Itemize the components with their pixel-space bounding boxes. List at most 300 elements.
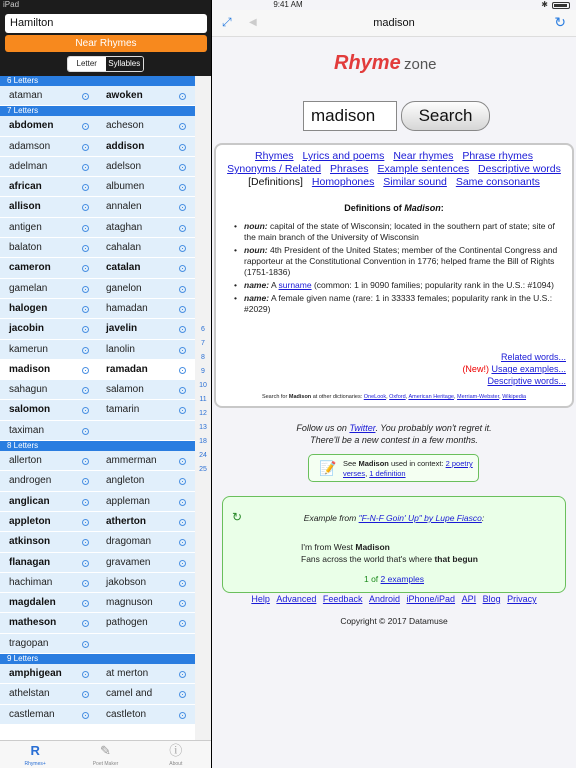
example-box [222,496,566,593]
rhyme-word[interactable] [97,258,194,277]
target-icon[interactable] [82,144,89,151]
rhyme-word-label: taximan [9,424,45,436]
tab-label: About [169,761,183,767]
rhyme-word-label: jakobson [106,576,147,588]
footer-iphone-link[interactable]: iPhone/iPad [406,594,456,604]
table-row [0,400,195,420]
definition-text: capital of the state of Wisconsin; located in the southern part of state; site of the main branch of the University of Wisconsin [244,221,555,242]
rhyme-word[interactable] [0,492,97,511]
rhyme-word[interactable] [97,613,194,632]
rhyme-word-label: annalen [106,201,142,213]
rhyme-word[interactable] [97,299,194,318]
link-homophones[interactable]: Homophones [311,176,375,188]
lyric-line-2 [301,554,478,564]
rhyme-word-label: african [9,181,42,193]
index-entry[interactable]: 6 [201,326,205,333]
index-entry[interactable]: 10 [199,382,207,389]
related-links [462,351,566,387]
footer-android-link[interactable]: Android [368,594,400,604]
target-icon[interactable] [179,407,186,414]
target-icon[interactable] [82,367,89,374]
target-icon[interactable] [82,478,89,485]
dict-onelook-link[interactable]: OneLook [363,394,387,400]
target-icon[interactable] [179,499,186,506]
rhyme-word-label: athelstan [9,688,50,700]
surname-link[interactable]: surname [278,280,312,290]
rhyme-word[interactable] [0,471,97,490]
rhyme-word[interactable] [0,634,97,653]
target-icon[interactable] [82,712,89,719]
table-row [0,573,195,593]
other-dict-prefix: Search for [261,394,288,400]
rhyme-word[interactable] [97,86,194,105]
target-icon[interactable] [82,519,89,526]
rhyme-word[interactable] [97,218,194,237]
target-icon[interactable] [82,539,89,546]
search-button[interactable]: Search [401,101,490,131]
rhyme-word[interactable] [0,664,97,683]
target-icon[interactable] [179,347,186,354]
target-icon[interactable] [179,225,186,232]
target-icon[interactable] [82,620,89,627]
rhyme-word-label: salamon [106,384,144,396]
rhyme-word[interactable] [97,532,194,551]
rhyme-word-label: awoken [106,90,143,101]
target-icon[interactable] [82,671,89,678]
related-words-link[interactable]: Related words... [500,352,566,362]
rhyme-word[interactable] [0,421,97,440]
rhyme-word[interactable] [0,451,97,470]
other-dict-word: Madison [288,394,312,400]
table-row [0,279,195,299]
rhyme-word[interactable] [0,319,97,338]
link-similar-sound[interactable]: Similar sound [383,176,447,188]
table-row [0,380,195,400]
rhyme-word[interactable] [97,279,194,298]
rhyme-word-label: catalan [106,262,141,274]
definition-text: A female given name (rare: 1 in 33333 females; popularity rank in the U.S.: #2029) [244,293,553,314]
rhyme-word[interactable] [97,664,194,683]
def-heading-word: Madison [404,203,441,213]
index-entry[interactable]: 9 [201,368,205,375]
target-icon[interactable] [179,560,186,567]
rhyme-word-label: jacobin [9,323,45,335]
index-entry[interactable]: 12 [199,410,207,417]
poetry-verses-link[interactable]: 2 poetry verses [343,459,473,478]
rhyme-word[interactable] [97,197,194,216]
target-icon[interactable] [179,478,186,485]
target-icon[interactable] [82,428,89,435]
follow-prefix: Follow us on [296,423,347,433]
tab-label: Poet Maker [92,761,119,767]
rhyme-word [97,634,194,653]
rhyme-word[interactable] [0,238,97,257]
other-dict-mid: at other dictionaries: [312,394,363,400]
target-icon[interactable] [179,164,186,171]
follow-suffix: . You probably won't regret it. [375,423,492,433]
target-icon[interactable] [82,204,89,211]
rhyme-word[interactable] [97,705,194,724]
index-entry[interactable]: 24 [199,452,207,459]
query-input[interactable]: madison [303,101,397,131]
rhyme-word-label: sahagun [9,384,48,396]
rhyme-word-label: castleton [106,708,147,720]
table-row [0,258,195,278]
descriptive-words-link[interactable]: Descriptive words... [487,376,566,386]
rhyme-word-label: ataman [9,90,43,101]
definition-text: (common: 1 in 9090 families; popularity rank in the U.S.: #1094) [311,280,554,290]
context-word: Madison [358,459,389,468]
new-badge: (New!) [462,364,489,374]
target-icon[interactable] [179,245,186,252]
rhyme-word[interactable] [0,593,97,612]
target-icon[interactable] [82,600,89,607]
rhyme-word[interactable] [0,279,97,298]
song-link[interactable]: "F-N-F Goin' Up" by Lupe Fiasco [358,513,482,523]
rhyme-word-label: balaton [9,242,42,254]
target-icon[interactable] [82,245,89,252]
dict-american-heritage-link[interactable]: American Heritage [408,394,454,400]
part-of-speech: noun: [244,221,268,231]
tab-bar [0,740,211,768]
other-dictionaries: Search for Madison at other dictionaries: OneLook, Oxford, American Heritage, Merriam-Webster, Wikipedia [261,394,527,400]
section-header: 8 Letters [0,441,195,451]
near-rhymes-button[interactable]: Near Rhymes [5,35,207,52]
target-icon[interactable] [179,367,186,374]
info-icon: ⓘ [169,743,183,758]
rhyme-word[interactable] [0,512,97,531]
target-icon[interactable] [179,671,186,678]
section-header: 9 Letters [0,654,195,664]
link-definitions-current: [Definitions] [248,176,303,188]
rhyme-word-label: adamson [9,140,51,152]
word-search-input[interactable]: Hamilton [5,14,207,33]
index-entry[interactable]: 13 [199,424,207,431]
rhyme-word[interactable] [97,451,194,470]
rhyme-word-label: atkinson [9,536,51,548]
table-row [0,238,195,258]
target-icon[interactable] [82,164,89,171]
footer-privacy-link[interactable]: Privacy [507,594,537,604]
tab-about[interactable] [141,741,211,768]
target-icon[interactable] [179,458,186,465]
target-icon[interactable] [179,93,186,100]
rhyme-word-label: javelin [106,323,138,335]
segment-syllables[interactable]: Syllables [106,57,144,71]
definition-text: A [269,280,279,290]
rhyme-word-label: addison [106,140,145,152]
back-arrow-icon[interactable]: ◀ [249,17,257,28]
index-entry[interactable]: 11 [199,396,207,403]
rhyme-word[interactable] [97,512,194,531]
rhyme-word-label: anglican [9,495,50,507]
table-row [0,684,195,704]
rhyme-word[interactable] [97,471,194,490]
rhyme-word-label: magdalen [9,597,56,609]
link-near-rhymes[interactable]: Near rhymes [393,150,454,162]
rhyme-word[interactable] [0,573,97,592]
section-header: 6 Letters [0,76,195,86]
rhyme-word[interactable] [0,360,97,379]
rhyme-word[interactable] [0,684,97,703]
def-heading-suffix: : [440,203,444,213]
context-text: See Madison used in context: 2 poetry verses, 1 definition [343,459,473,478]
part-of-speech: noun: [244,245,268,255]
links-row-2 [216,163,572,175]
logo-zone-text: zone [404,56,437,73]
target-icon[interactable] [179,306,186,313]
target-icon[interactable] [82,225,89,232]
definition-link[interactable]: 1 definition [369,469,406,478]
target-icon[interactable] [82,286,89,293]
lyric-highlight: Madison [355,542,390,552]
rhyme-word-label: ramadan [106,363,148,375]
rhyme-word-label: ammerman [106,455,157,467]
rhyme-word-label: albumen [106,181,145,193]
sort-segmented-control [67,56,144,72]
rhyme-word[interactable] [0,380,97,399]
rhyme-word[interactable] [97,684,194,703]
link-rhymes[interactable]: Rhymes [255,150,294,162]
link-same-consonants[interactable]: Same consonants [455,176,540,188]
table-row [0,471,195,491]
rhyme-word[interactable] [0,86,97,105]
target-icon[interactable] [82,265,89,272]
footer-advanced-link[interactable]: Advanced [276,594,317,604]
rhyme-word[interactable] [97,360,194,379]
rhyme-word[interactable] [0,137,97,156]
notebook-icon: 📝 [319,460,337,476]
rhyme-word-label: matheson [9,617,57,629]
rhyme-word-label: gravamen [106,556,151,568]
target-icon[interactable] [179,712,186,719]
target-icon[interactable] [179,265,186,272]
footer-feedback-link[interactable]: Feedback [322,594,363,604]
target-icon[interactable] [179,691,186,698]
definitions-heading [216,203,572,213]
table-row [0,593,195,613]
rhyme-word[interactable] [0,116,97,135]
target-icon[interactable] [82,560,89,567]
rhyme-word-label: adelman [9,160,48,172]
target-icon[interactable] [179,600,186,607]
reload-icon[interactable]: ↻ [554,14,566,30]
rhyme-word[interactable] [0,532,97,551]
segment-letter[interactable]: Letter [68,57,106,71]
rhyme-word[interactable] [97,137,194,156]
rhyme-word-label: antigen [9,221,42,233]
rhyme-word[interactable] [0,340,97,359]
footer-api-link[interactable]: API [461,594,477,604]
target-icon[interactable] [179,387,186,394]
part-of-speech: name: [244,293,270,303]
target-icon[interactable] [179,326,186,333]
target-icon[interactable] [82,93,89,100]
copyright: Copyright © 2017 Datamuse [340,616,448,626]
rhyme-word[interactable] [0,400,97,419]
rhyme-word-label: madison [9,363,51,375]
table-row [0,197,195,217]
rhyme-word-label: tamarin [106,404,140,416]
table-row [0,218,195,238]
rhyme-word-label: ganelon [106,282,142,294]
definition-text: 4th President of the United States; member of the Continental Congress and rapporteur at the Constitutional Convention in 1776; helped frame the Bill of Rights (1751-1836) [244,245,558,277]
rhyme-word[interactable] [97,400,194,419]
part-of-speech: name: [244,280,270,290]
index-entry[interactable]: 18 [199,438,207,445]
target-icon[interactable] [82,407,89,414]
target-icon[interactable] [82,347,89,354]
usage-examples-link[interactable]: Usage examples... [491,364,566,374]
target-icon[interactable] [179,286,186,293]
table-row [0,451,195,471]
footer-links [212,594,576,604]
refresh-icon[interactable]: ↻ [232,510,243,524]
rhyme-word-label: lanolin [106,343,135,355]
table-row [0,421,195,441]
index-entry[interactable]: 25 [199,466,207,473]
example-source: Example from "F-N-F Goin' Up" by Lupe Fiasco: [303,513,485,523]
rhyme-word[interactable] [97,319,194,338]
rhyme-word[interactable] [97,553,194,572]
rhyme-word[interactable] [0,258,97,277]
context-prefix: See [343,459,357,468]
rhyme-word-label: androgen [9,475,52,487]
link-descriptive-words[interactable]: Descriptive words [478,163,561,175]
target-icon[interactable] [82,306,89,313]
rhymes-logo-icon: R [30,743,40,758]
rhyme-word-label: kamerun [9,343,48,355]
rhyme-word[interactable] [97,492,194,511]
rhyme-word[interactable] [97,116,194,135]
footer-blog-link[interactable]: Blog [482,594,501,604]
rhymes-sidebar [0,0,211,768]
rhyme-word[interactable] [0,613,97,632]
tab-poet-maker[interactable] [70,741,140,768]
quill-icon: ✎ [100,743,111,758]
rhyme-word[interactable] [0,157,97,176]
rhyme-word[interactable] [0,177,97,196]
web-view [212,0,576,768]
follow-notice [212,422,576,446]
rhyme-word[interactable] [0,553,97,572]
rhyme-word-label: appleton [9,515,51,527]
target-icon[interactable] [82,580,89,587]
target-icon[interactable] [179,204,186,211]
status-time: 9:41 AM [273,0,303,9]
index-entry[interactable]: 7 [201,340,205,347]
dict-merriam-webster-link[interactable]: Merriam-Webster [457,394,500,400]
definition-item [234,221,568,243]
rhyme-word[interactable] [97,380,194,399]
target-icon[interactable] [82,326,89,333]
nav-bar [212,10,576,37]
index-entry[interactable]: 8 [201,354,205,361]
examples-link[interactable]: 2 examples [380,574,425,584]
rhyme-word-label: dragoman [106,536,152,548]
target-icon[interactable] [179,184,186,191]
lyric-text: I'm from West [301,542,353,552]
follow-line-2: There'll be a new contest in a few months. [310,435,478,445]
target-icon[interactable] [82,641,89,648]
battery-icon [552,2,570,9]
bluetooth-icon: ✱ [541,0,548,9]
link-example-sentences[interactable]: Example sentences [377,163,470,175]
target-icon[interactable] [82,387,89,394]
target-icon[interactable] [179,539,186,546]
rhyme-word-label: castleman [9,708,55,720]
section-index[interactable] [195,76,211,740]
rhyme-word-label: salomon [9,404,51,416]
target-icon[interactable] [179,123,186,130]
target-icon[interactable] [82,499,89,506]
target-icon[interactable] [179,620,186,627]
target-icon[interactable] [82,691,89,698]
target-icon[interactable] [179,519,186,526]
rhyme-list[interactable] [0,76,195,740]
rhyme-word[interactable] [97,238,194,257]
rhyme-word-label: hachiman [9,576,53,588]
expand-icon[interactable]: ⤢ [222,15,232,29]
definition-item [234,280,568,291]
rhyme-word[interactable] [97,157,194,176]
definition-item [234,293,568,315]
rhyme-word[interactable] [0,197,97,216]
link-phrase-rhymes[interactable]: Phrase rhymes [462,150,533,162]
rhyme-word[interactable] [97,340,194,359]
tab-rhymes[interactable] [0,741,70,768]
rhyme-word-label: halogen [9,302,48,314]
logo-rhyme-text: Rhyme [334,52,401,74]
results-box [214,143,574,408]
footer-help-link[interactable]: Help [251,594,270,604]
target-icon[interactable] [82,184,89,191]
tab-label: Rhymes+ [24,761,46,767]
table-row [0,319,195,339]
dict-oxford-link[interactable]: Oxford [389,394,406,400]
rhyme-word[interactable] [97,177,194,196]
rhyme-word-label: allison [9,201,41,213]
target-icon[interactable] [82,458,89,465]
rhyme-word-label: angleton [106,475,145,487]
rhyme-word[interactable] [0,705,97,724]
dict-wikipedia-link[interactable]: Wikipedia [502,394,527,400]
link-phrases[interactable]: Phrases [330,163,369,175]
target-icon[interactable] [82,123,89,130]
example-prefix: Example from [303,513,357,523]
rhyme-word[interactable] [97,593,194,612]
rhyme-word-label: atherton [106,515,146,527]
twitter-link[interactable]: Twitter [349,423,376,433]
table-row [0,532,195,552]
rhyme-word[interactable] [97,573,194,592]
lyric-highlight: that begun [434,554,478,564]
table-row [0,705,195,725]
target-icon[interactable] [179,580,186,587]
definitions-list [234,221,568,317]
link-synonyms[interactable]: Synonyms / Related [227,163,322,175]
table-row [0,492,195,512]
rhyme-word[interactable] [0,299,97,318]
lyric-line-1 [301,542,390,552]
device-label: iPad [3,0,20,9]
target-icon[interactable] [179,144,186,151]
rhyme-word[interactable] [0,218,97,237]
lyric-text: Fans across the world that's where [301,554,433,564]
link-lyrics[interactable]: Lyrics and poems [302,150,385,162]
table-row [0,116,195,136]
context-box [308,454,479,482]
